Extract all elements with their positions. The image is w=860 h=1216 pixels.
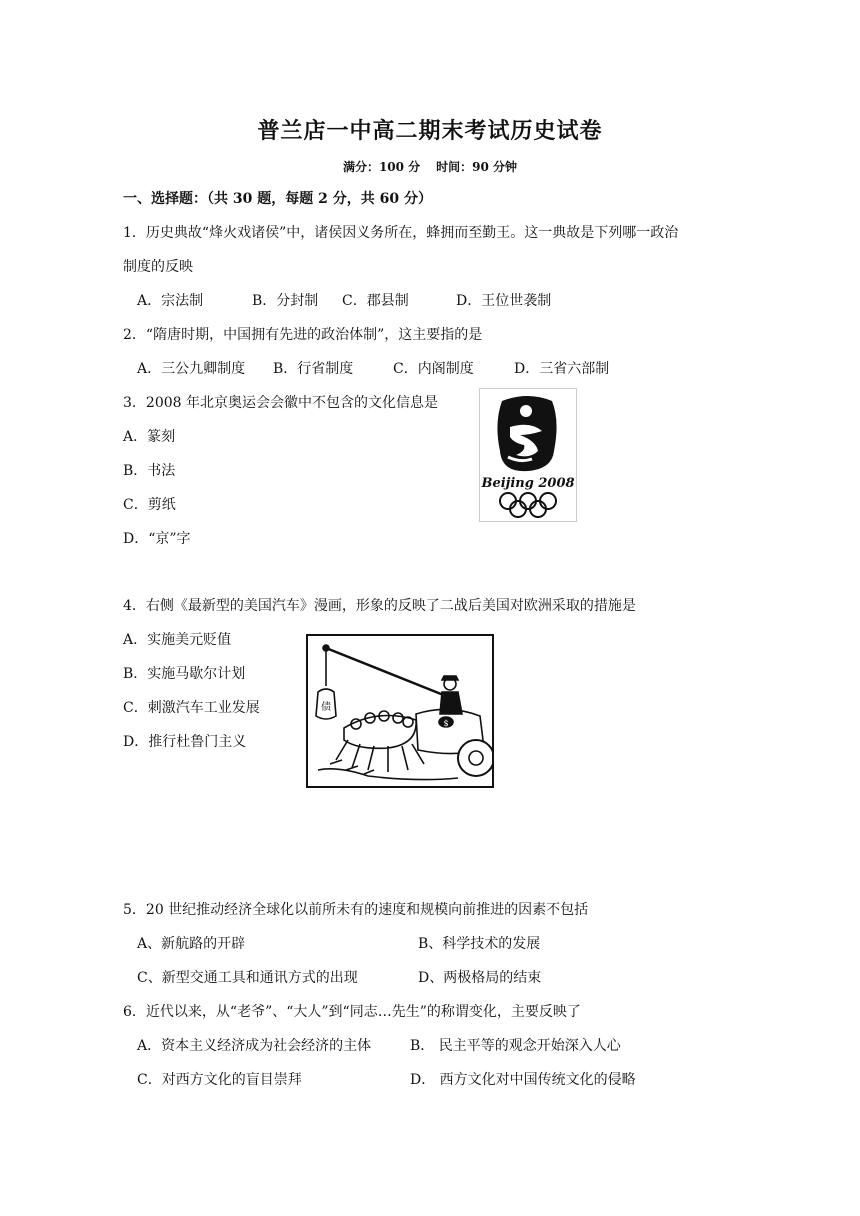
q4-option-c: C．刺激汽车工业发展 bbox=[123, 700, 260, 716]
q3-option-a: A．篆刻 bbox=[123, 429, 176, 445]
olympic-logo-figure bbox=[479, 388, 577, 522]
q1-stem-line2: 制度的反映 bbox=[123, 259, 193, 275]
q2-option-b: B．行省制度 bbox=[273, 361, 354, 377]
q1-options bbox=[137, 292, 551, 310]
cartoon-bag-text: 债 bbox=[321, 702, 331, 713]
cartoon-illustration-icon bbox=[308, 636, 492, 786]
q3-option-b: B．书法 bbox=[123, 463, 176, 479]
q2-options bbox=[137, 360, 609, 378]
section-heading: 一、选择题：（共 30 题，每题 2 分，共 60 分） bbox=[123, 191, 432, 207]
q2-option-a: A．三公九卿制度 bbox=[137, 361, 246, 377]
olympic-logo-icon bbox=[480, 389, 576, 521]
q5-stem: 5．20 世纪推动经济全球化以前所未有的速度和规模向前推进的因素不包括 bbox=[123, 902, 589, 918]
q6-option-d: D． 西方文化对中国传统文化的侵略 bbox=[410, 1072, 636, 1088]
cartoon-figure bbox=[306, 634, 494, 788]
q6-stem: 6．近代以来，从“老爷”、“大人”到“同志…先生”的称谓变化，主要反映了 bbox=[123, 1004, 581, 1020]
q3-option-d: D．“京”字 bbox=[123, 531, 191, 547]
exam-time: 时间：90 分钟 bbox=[436, 160, 518, 174]
q3-option-c: C．剪纸 bbox=[123, 497, 176, 513]
q4-option-a: A．实施美元贬值 bbox=[123, 632, 232, 648]
q3-stem: 3．2008 年北京奥运会会徽中不包含的文化信息是 bbox=[123, 395, 438, 411]
q2-option-c: C．内阁制度 bbox=[393, 361, 474, 377]
q1-option-b: B．分封制 bbox=[252, 293, 319, 309]
q1-option-d: D．王位世袭制 bbox=[456, 293, 552, 309]
q1-option-a: A．宗法制 bbox=[137, 293, 204, 309]
q5-option-b: B、科学技术的发展 bbox=[418, 936, 541, 952]
q5-option-d: D、两极格局的结束 bbox=[418, 970, 542, 986]
q4-option-d: D．推行杜鲁门主义 bbox=[123, 734, 247, 750]
q4-stem: 4．右侧《最新型的美国汽车》漫画，形象的反映了二战后美国对欧洲采取的措施是 bbox=[123, 598, 636, 614]
q6-option-c: C．对西方文化的盲目崇拜 bbox=[137, 1072, 302, 1088]
q2-option-d: D．三省六部制 bbox=[514, 361, 610, 377]
cartoon-body-text: $ bbox=[443, 719, 449, 728]
logo-text: Beijing 2008 bbox=[481, 476, 575, 491]
q5-option-a: A、新航路的开辟 bbox=[137, 936, 246, 952]
q2-stem: 2．“隋唐时期，中国拥有先进的政治体制”，这主要指的是 bbox=[123, 327, 483, 343]
q5-option-c: C、新型交通工具和通讯方式的出现 bbox=[137, 970, 358, 986]
full-score: 满分：100 分 bbox=[342, 160, 421, 174]
q1-option-c: C．郡县制 bbox=[342, 293, 409, 309]
page-title: 普兰店一中高二期末考试历史试卷 bbox=[257, 118, 603, 144]
q6-option-a: A．资本主义经济成为社会经济的主体 bbox=[137, 1038, 372, 1054]
q6-option-b: B． 民主平等的观念开始深入人心 bbox=[410, 1038, 621, 1054]
q4-option-b: B．实施马歇尔计划 bbox=[123, 666, 246, 682]
exam-meta bbox=[0, 158, 860, 175]
q1-stem-line1: 1．历史典故“烽火戏诸侯”中，诸侯因义务所在，蜂拥而至勤王。这一典故是下列哪一政治 bbox=[123, 225, 679, 241]
